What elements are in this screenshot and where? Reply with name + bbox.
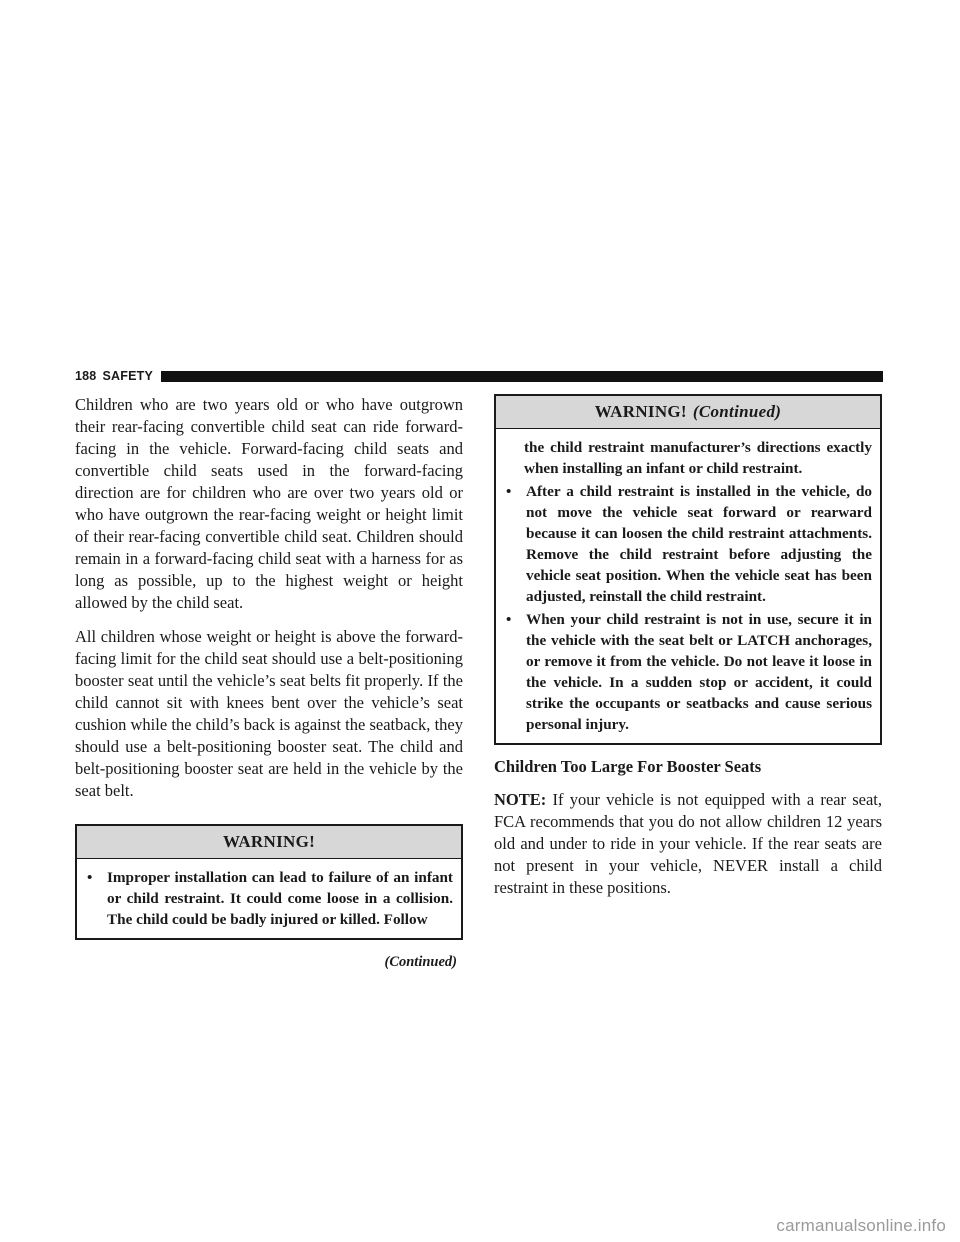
section-title: SAFETY (102, 369, 153, 383)
warning-box (75, 824, 463, 940)
warning-item (85, 867, 453, 930)
header-rule (161, 371, 883, 382)
warning-title-text: WARNING! (222, 832, 316, 851)
bullet-icon: • (87, 869, 93, 886)
subheading: Children Too Large For Booster Seats (494, 757, 762, 776)
bullet-icon: • (506, 611, 512, 628)
warning-box-continued (494, 394, 882, 745)
right-column (494, 394, 882, 911)
warning-item-text: After a child restraint is installed in the vehicle, do not move the vehicle seat forward or rearward because it can loosen the child restraint attachments. Remove the child restraint before adjusting the vehicle seat position. When the vehicle seat has been adjusted, reinstall the child restraint. (526, 483, 872, 605)
warning-item (504, 609, 872, 735)
page-header (75, 368, 883, 384)
page-number: 188 (75, 369, 97, 383)
continued-label: (Continued) (384, 954, 457, 970)
warning-body (77, 859, 461, 938)
left-column (75, 394, 463, 971)
warning-title-suffix: (Continued) (692, 402, 782, 421)
warning-continuation (504, 437, 872, 479)
paragraph-booster-seat: All children whose weight or height is above the forward-facing limit for the child seat should use a belt-positioning booster seat until the vehicle’s seat belts fit properly. If the child cannot sit with knees bent over the vehicle’s seat cushion while the child’s back is against the seatback, they should use a belt-positioning booster seat. The child and belt-positioning booster seat are held in the vehicle by the seat belt. (75, 627, 463, 800)
warning-title-text: WARNING! (594, 402, 687, 421)
warning-item-text: Improper installation can lead to failure of an infant or child restraint. It could come loose in a collision. The child could be badly injured or killed. Follow (107, 869, 453, 928)
warning-body (496, 429, 880, 743)
note-label: NOTE: (494, 790, 547, 809)
warning-continuation-text: the child restraint manufacturer’s directions exactly when installing an infant or child restraint. (524, 439, 872, 477)
note-paragraph (494, 789, 882, 899)
watermark: carmanualsonline.info (776, 1216, 946, 1235)
warning-item (504, 481, 872, 607)
warning-title (496, 396, 880, 429)
warning-item-text: When your child restraint is not in use, secure it in the vehicle with the seat belt or LATCH anchorages, or remove it from the vehicle. Do not leave it loose in the vehicle. In a sudden stop or accident, it could strike the occupants or seatbacks and cause serious personal injury. (526, 611, 872, 733)
bullet-icon: • (506, 483, 512, 500)
note-text: If your vehicle is not equipped with a rear seat, FCA recommends that you do not allow children 12 years old and under to ride in your vehicle. If the rear seats are not present in your vehicle, NEVER install a child restraint in these positions. (494, 790, 883, 897)
warning-title (77, 826, 461, 859)
paragraph-forward-facing: Children who are two years old or who have outgrown their rear-facing convertible child seat can ride forward-facing in the vehicle. Forward-facing child seats and convertible child seats used in the forward-facing direction are for children who are over two years old or who have outgrown the rear-facing weight or height limit of their rear-facing convertible child seat. Children should remain in a forward-facing child seat with a harness for as long as possible, up to the highest weight or height allowed by the child seat. (75, 395, 463, 612)
